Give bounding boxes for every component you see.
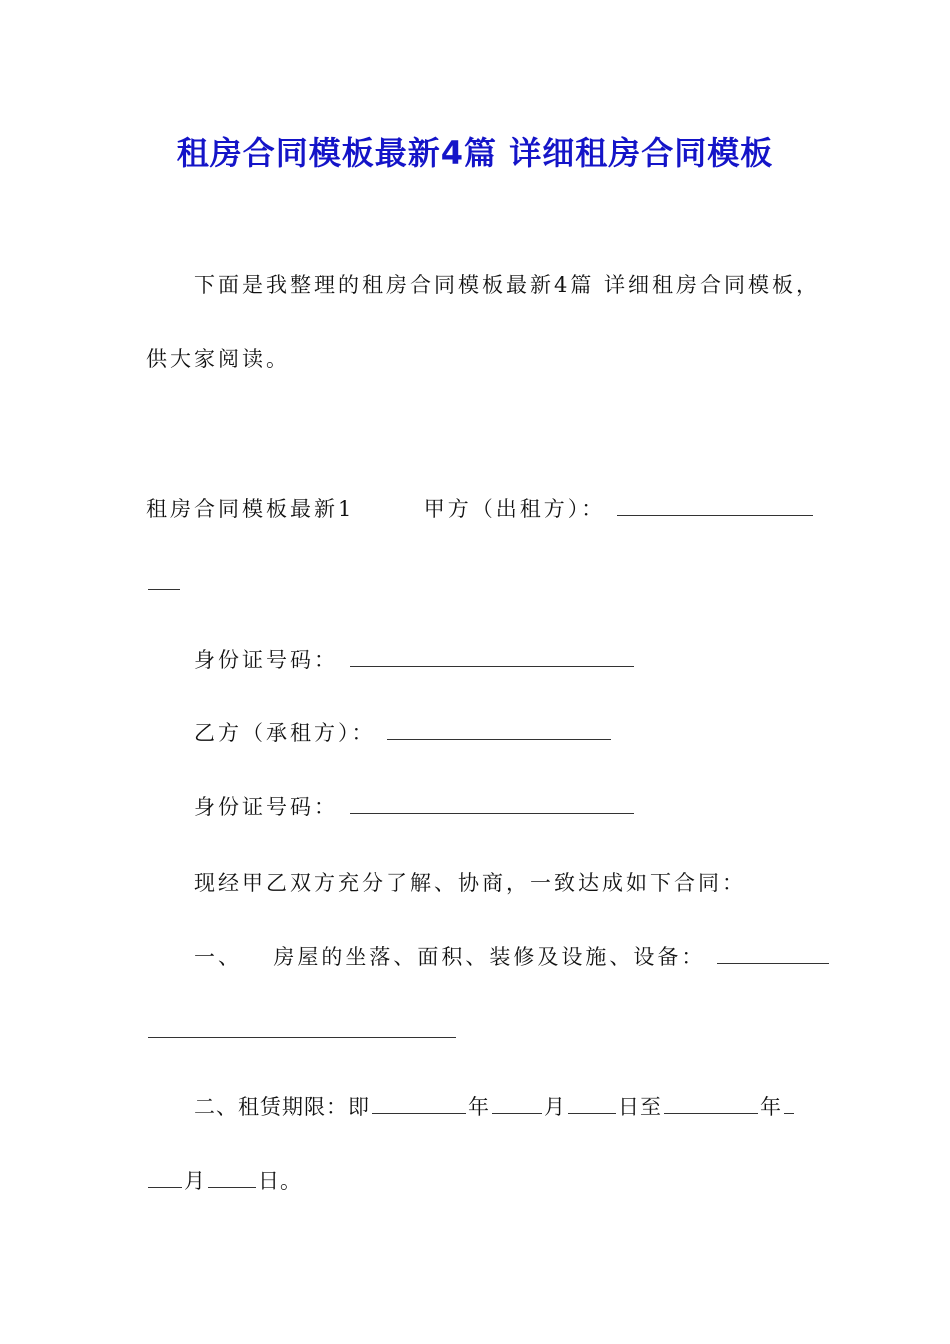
- start-year-char: 年: [468, 1095, 490, 1119]
- end-month-char: 月: [184, 1169, 206, 1193]
- document-title: 租房合同模板最新4篇 详细租房合同模板: [176, 134, 774, 172]
- start-day-blank: [568, 1095, 616, 1114]
- day-end-text: 日。: [258, 1169, 302, 1193]
- agreement-text: 现经甲乙双方充分了解、协商，一致达成如下合同：: [194, 871, 746, 895]
- party-a-blank: [617, 497, 813, 516]
- intro-line-1: 下面是我整理的租房合同模板最新4篇 详细租房合同模板，: [194, 273, 821, 297]
- clause1-line: [194, 942, 810, 972]
- section1-heading-line: [146, 494, 810, 524]
- party-a-blank-continued-line: [146, 568, 810, 598]
- clause2-continued-line: [146, 1166, 810, 1196]
- party-b-blank: [387, 721, 611, 740]
- id-a-line: [194, 645, 810, 675]
- day-to-text: 日至: [618, 1095, 662, 1119]
- id-label-b: 身份证号码：: [194, 795, 338, 819]
- id-label-a: 身份证号码：: [194, 648, 338, 672]
- clause1-number: 一、: [194, 945, 242, 969]
- party-b-label: 乙方（承租方）：: [194, 721, 376, 745]
- end-day-blank: [208, 1169, 256, 1188]
- clause1-text: 房屋的坐落、面积、装修及设施、设备：: [273, 945, 706, 969]
- start-month-blank: [492, 1095, 542, 1114]
- clause1-blank: [717, 945, 829, 964]
- end-month-blank: [148, 1169, 182, 1188]
- clause1-blank-continued-line: [146, 1016, 810, 1046]
- party-b-line: [194, 718, 810, 748]
- clause2-text: 二、租赁期限：即: [194, 1095, 370, 1119]
- end-year-char: 年: [760, 1095, 782, 1119]
- start-year-blank: [372, 1095, 466, 1114]
- section1-heading: 租房合同模板最新1: [146, 497, 355, 521]
- id-a-blank: [350, 648, 634, 667]
- end-year-blank: [664, 1095, 758, 1114]
- clause2-line: [194, 1092, 810, 1122]
- intro-continuation: [146, 344, 810, 374]
- end-month-blank-start: [784, 1095, 794, 1114]
- party-a-blank-continued: [148, 571, 180, 590]
- clause1-blank-continued: [148, 1019, 456, 1038]
- id-b-blank: [350, 795, 634, 814]
- agreement-line: [194, 868, 810, 898]
- intro-line-2: 供大家阅读。: [146, 347, 290, 371]
- id-b-line: [194, 792, 810, 822]
- intro-paragraph: [194, 270, 821, 300]
- start-month-char: 月: [544, 1095, 566, 1119]
- party-a-label: 甲方（出租方）：: [423, 497, 606, 521]
